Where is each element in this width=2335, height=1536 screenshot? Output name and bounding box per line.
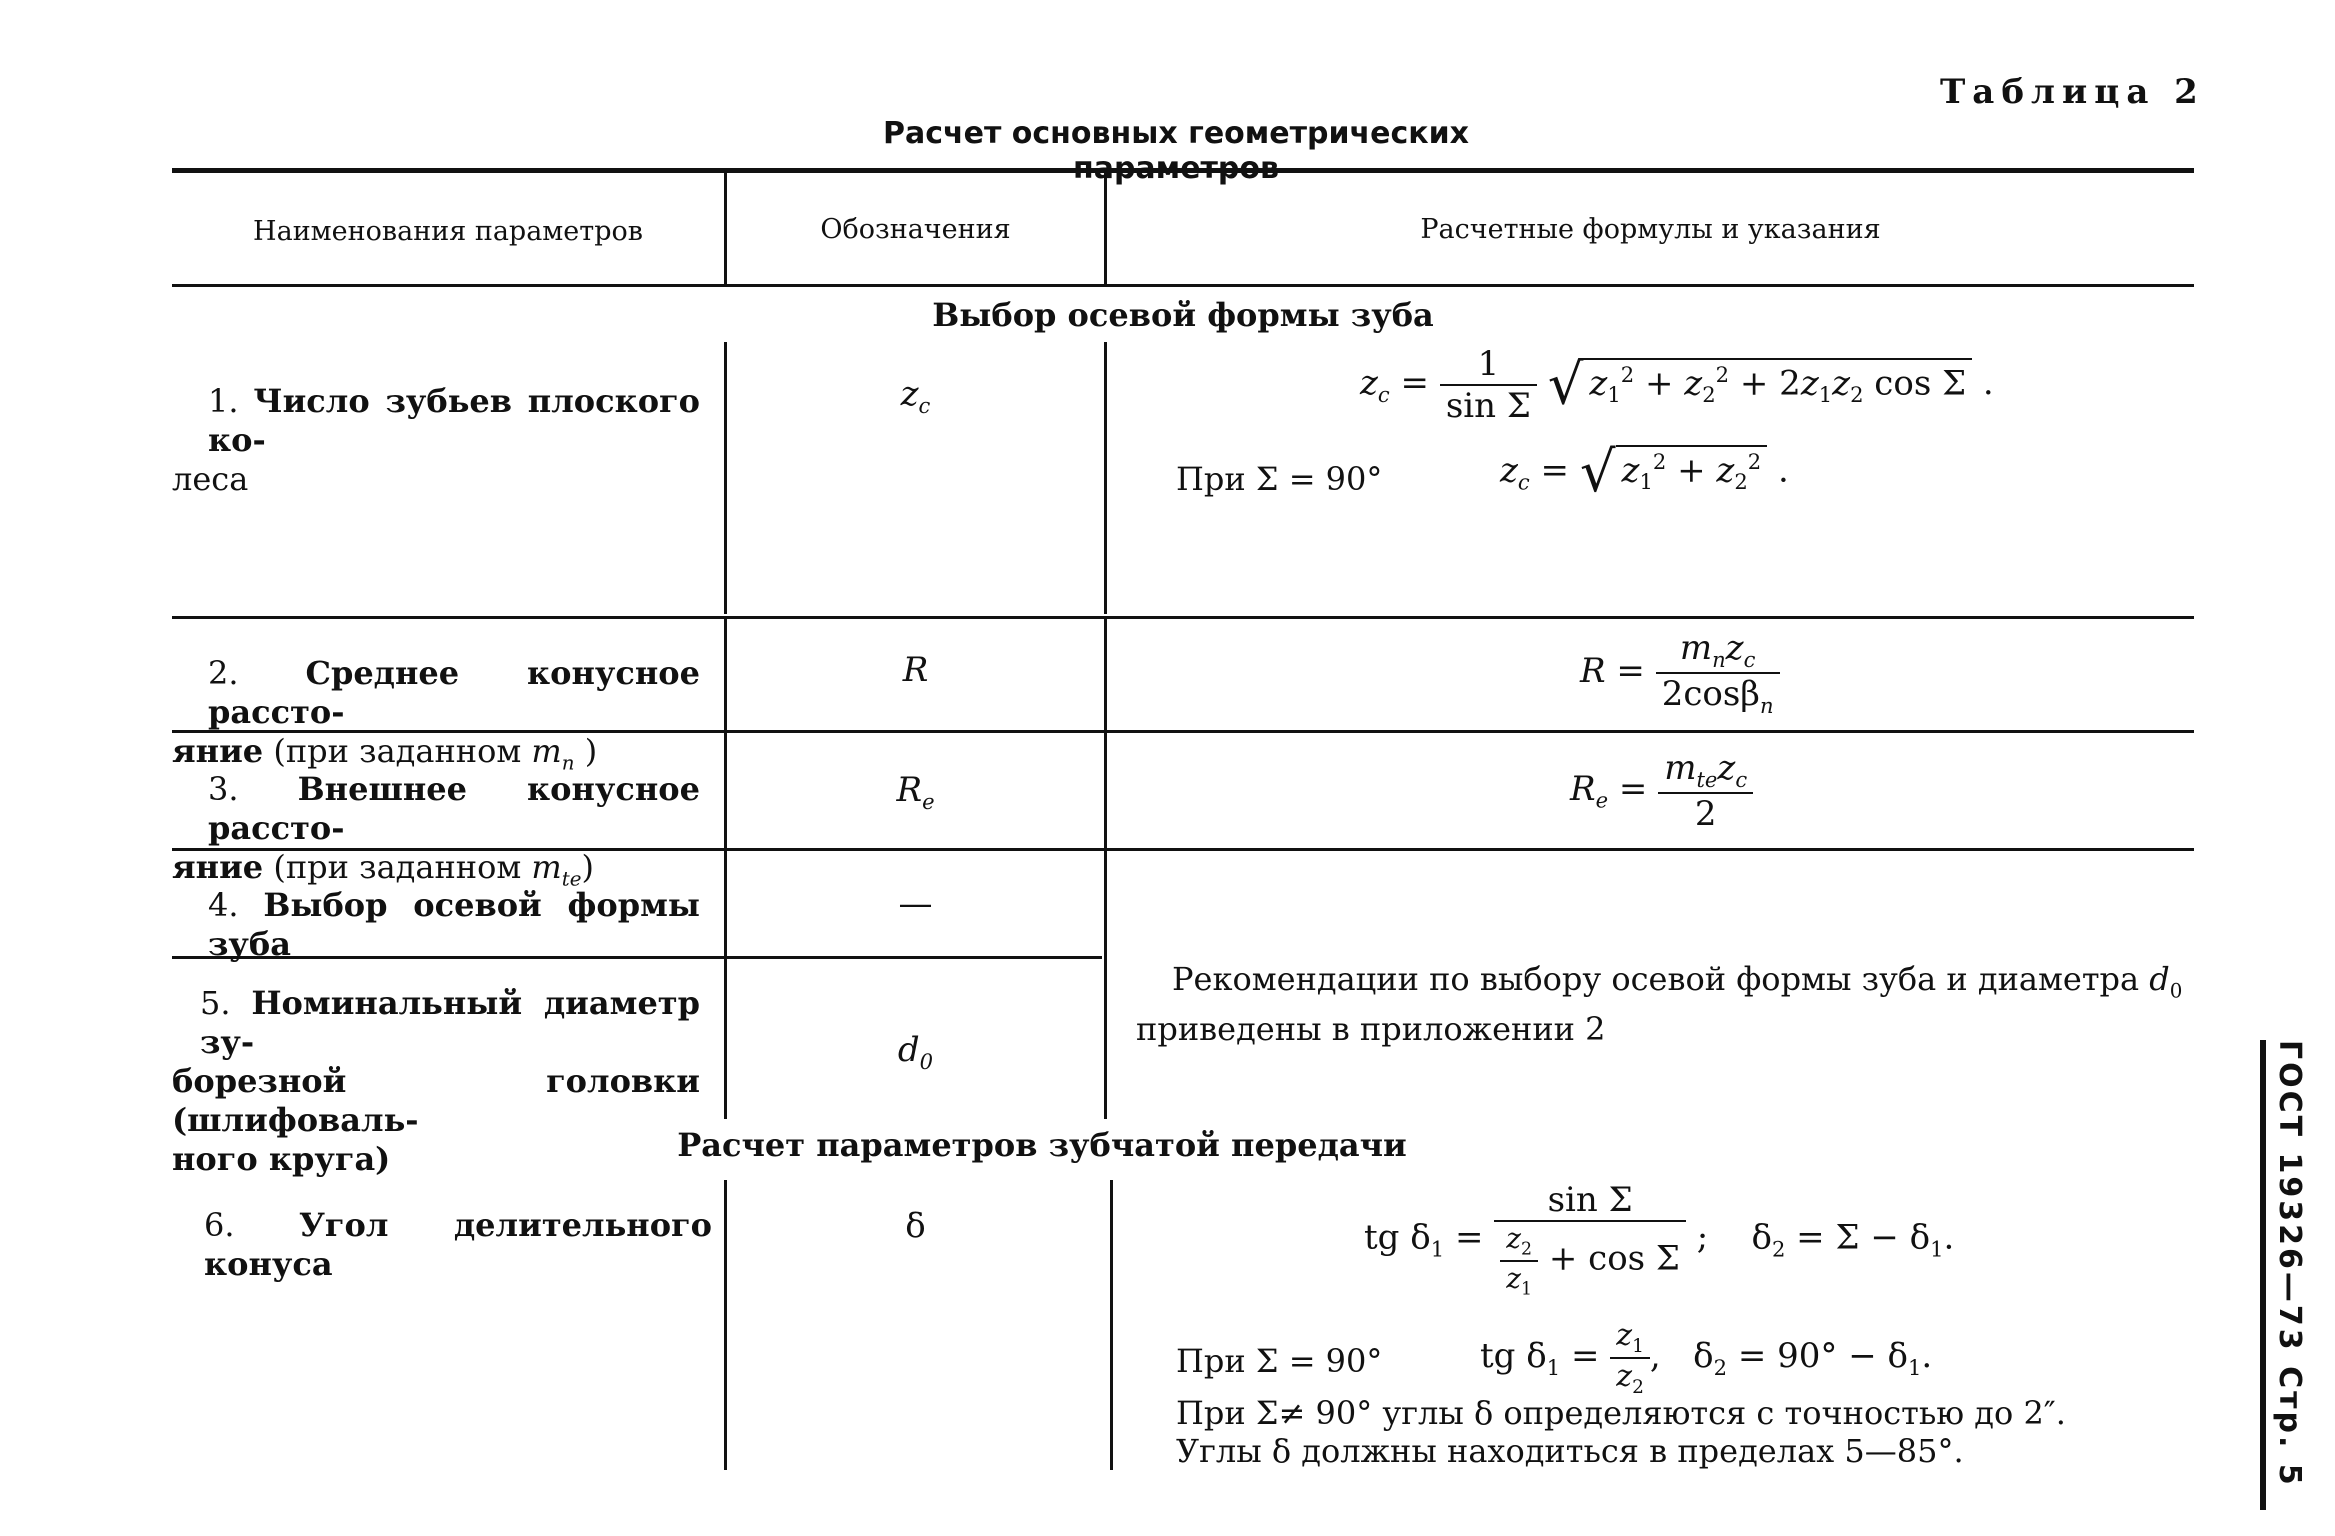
body-divider-2c	[1110, 1180, 1113, 1470]
header-formulas: Расчетные формулы и указания	[1420, 214, 1881, 245]
side-caption-bar	[2260, 1040, 2266, 1510]
side-caption	[2250, 1040, 2335, 1510]
row1-name-line1: Число зубьев плоского ко-	[208, 382, 701, 459]
row6-formula-special: tg $\delta_1$ = $\frac{z_1}{z_2}$ , $\delta_2 = 90^\circ - \delta_1$.	[1480, 1318, 1933, 1398]
row1-formula-general: $z_c$ = $\frac{1}{\text{sin Σ}}$ √ $z_1^2 + z_2^2 + 2z_1z_2$ cos Σ .	[1360, 344, 1994, 426]
row5-parameter-name: 5. Номинальный диаметр зу- борезной головки (шлифоваль- ного круга)	[172, 984, 700, 1178]
row6-condition: При Σ = 90°	[1176, 1342, 1383, 1380]
header-bottom-rule	[172, 284, 2194, 287]
row3-formula: $R_e$ = $\frac{m_{te}z_c}{2}$	[1570, 748, 1753, 834]
table-number-label: Таблица 2	[1940, 72, 2205, 112]
row6-formula-general: tg $\delta_1$ = sin Σ $\frac{z_2}{z_1}$ + cos Σ ; $\delta_2 = \Sigma - \delta_1$.	[1364, 1180, 1955, 1300]
row6-notes: При Σ≠ 90° углы δ определяются с точностью до 2″. Углы δ должны находиться в пределах 5—85°.	[1176, 1394, 2066, 1470]
side-caption-text: ГОСТ 19326—73 Стр. 5	[2272, 1040, 2307, 1488]
row3-parameter-name: 3. Внешнее конусное рассто- яние (при заданном $m_{te}$)	[172, 770, 701, 891]
table-title: Расчет основных геометрических	[883, 116, 1469, 151]
section-tooth-form: Выбор осевой формы зуба	[932, 296, 1434, 334]
row4-symbol: —	[898, 884, 933, 924]
table-top-rule	[172, 168, 2194, 173]
row5-symbol: $d_0$	[897, 1030, 934, 1074]
row4-parameter-name: 4. Выбор осевой формы зуба	[208, 886, 700, 963]
row1-name-line2: леса	[172, 460, 249, 498]
row2-parameter-name: 2. Среднее конусное рассто- яние (при заданном $m_n$ )	[172, 654, 701, 775]
header-symbols: Обозначения	[820, 214, 1011, 245]
row6-symbol: δ	[905, 1206, 926, 1246]
body-divider-2b	[1104, 619, 1107, 1119]
row1-parameter-name: 1. Число зубьев плоского ко- леса	[172, 382, 701, 498]
row1-formula-condition: При Σ = 90°	[1176, 460, 1383, 498]
row3-symbol: $R_e$	[896, 770, 935, 814]
row6-parameter-name: 6. Угол делительного конуса	[204, 1206, 712, 1283]
body-divider-2a	[1104, 342, 1107, 614]
row1-bottom-rule	[172, 616, 2194, 619]
row1-formula-special: $z_c$ = √ $z_1^2 + z_2^2$ .	[1500, 440, 1789, 505]
section-gear-calculation: Расчет параметров зубчатой передачи	[677, 1126, 1407, 1164]
header-parameter-names: Наименования параметров	[253, 216, 643, 247]
row1-symbol: $z_c$	[900, 374, 931, 418]
row2-symbol: R	[902, 650, 929, 690]
recommendation-text: Рекомендации по выбору осевой формы зуба и диаметра $d_0$ приведены в приложении 2	[1136, 960, 2183, 1049]
row2-formula: R = $\frac{m_nz_c}{2\cos\beta_n}$	[1580, 628, 1780, 718]
